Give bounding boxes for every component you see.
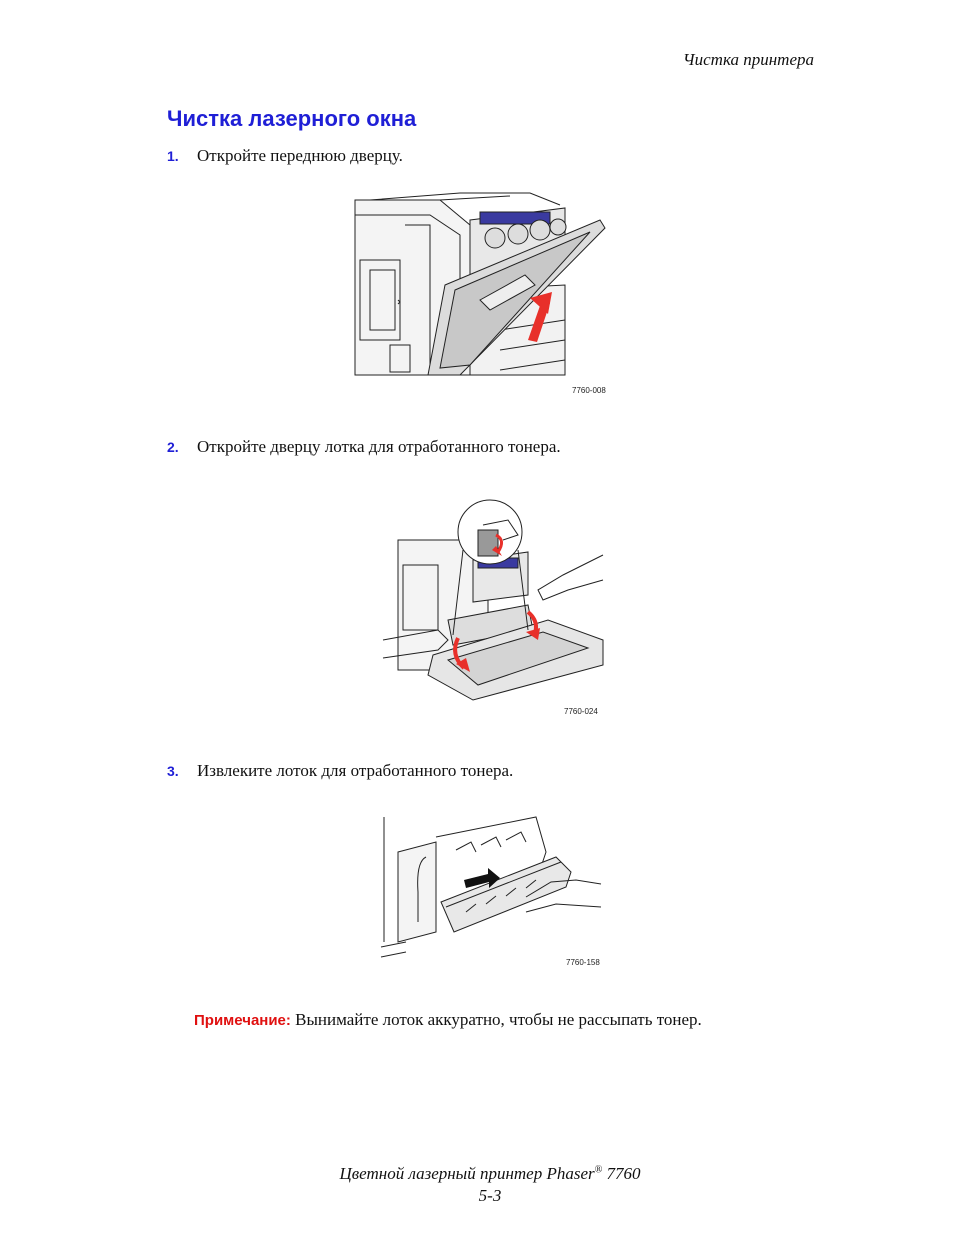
figure-open-front-door (350, 190, 610, 400)
page-number: 5-3 (478, 1186, 502, 1205)
step-2-text: Откройте дверцу лотка для отработанного тонера. (197, 437, 561, 456)
running-header: Чистка принтера (682, 50, 814, 69)
remove-waste-tray-illustration (376, 812, 606, 972)
step-3-number: 3. (167, 763, 179, 779)
figure-open-waste-tray-door (378, 490, 608, 720)
registered-mark: ® (594, 1164, 603, 1176)
step-3-text: Извлеките лоток для отработанного тонера. (197, 761, 514, 780)
footer-product (240, 1164, 740, 1184)
note-label: Примечание: (194, 1012, 291, 1029)
figure-code-2: 7760-024 (564, 707, 598, 716)
footer-product-prefix: Цветной лазерный принтер Phaser (339, 1164, 595, 1183)
figure-remove-waste-tray (376, 812, 606, 972)
step-1 (167, 146, 403, 166)
step-1-number: 1. (167, 148, 179, 164)
figure-code-3: 7760-158 (566, 958, 600, 967)
step-1-text: Откройте переднюю дверцу. (197, 146, 403, 165)
waste-tray-door-illustration (378, 490, 608, 720)
step-2 (167, 437, 561, 457)
note (194, 1010, 702, 1030)
footer-model: 7760 (602, 1164, 641, 1183)
figure-code-1: 7760-008 (572, 386, 606, 395)
step-2-number: 2. (167, 439, 179, 455)
printer-front-door-illustration (350, 190, 610, 400)
note-text: Вынимайте лоток аккуратно, чтобы не рассыпать тонер. (290, 1010, 702, 1029)
section-title: Чистка лазерного окна (167, 106, 417, 131)
step-3 (167, 761, 513, 781)
